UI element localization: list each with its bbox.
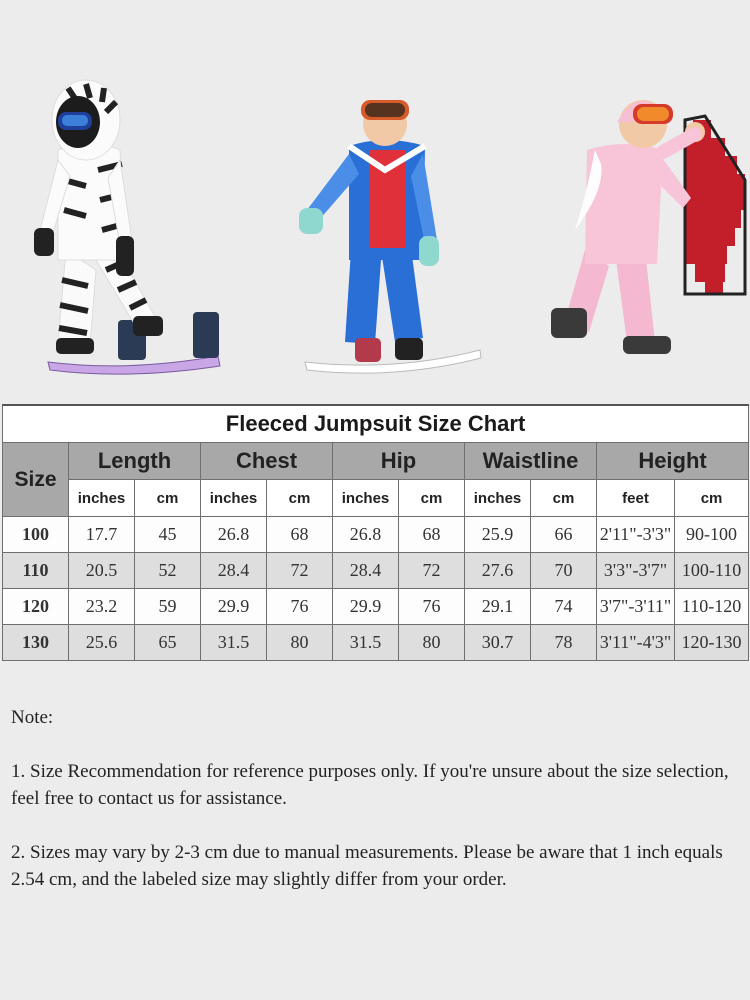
table-cell: 76 bbox=[267, 589, 333, 625]
unit-header: feet bbox=[597, 480, 675, 517]
product-photo-strip bbox=[0, 0, 750, 390]
table-cell: 3'3"-3'7" bbox=[597, 553, 675, 589]
table-cell: 28.4 bbox=[333, 553, 399, 589]
table-cell: 28.4 bbox=[201, 553, 267, 589]
note-item: 1. Size Recommendation for reference purposes only. If you're unsure about the size selection, feel free to contact us for assistance. bbox=[11, 761, 729, 809]
table-cell: 66 bbox=[531, 517, 597, 553]
table-cell: 26.8 bbox=[333, 517, 399, 553]
note-item: 2. Sizes may vary by 2-3 cm due to manual measurements. Please be aware that 1 inch equals 2.54 cm, and the labeled size may slightly differ from your order. bbox=[11, 842, 723, 890]
table-cell: 20.5 bbox=[69, 553, 135, 589]
table-cell: 80 bbox=[399, 625, 465, 661]
table-cell: 17.7 bbox=[69, 517, 135, 553]
zebra-jumpsuit-photo bbox=[28, 80, 228, 380]
table-cell: 45 bbox=[135, 517, 201, 553]
notes-heading: Note: bbox=[11, 707, 54, 728]
table-cell: 29.9 bbox=[333, 589, 399, 625]
table-cell: 70 bbox=[531, 553, 597, 589]
table-cell: 100-110 bbox=[675, 553, 749, 589]
table-cell: 65 bbox=[135, 625, 201, 661]
table-cell: 120-130 bbox=[675, 625, 749, 661]
table-cell: 72 bbox=[267, 553, 333, 589]
size-cell: 110 bbox=[3, 553, 69, 589]
table-row bbox=[3, 553, 749, 589]
table-cell: 25.6 bbox=[69, 625, 135, 661]
size-cell: 120 bbox=[3, 589, 69, 625]
unit-header: cm bbox=[267, 480, 333, 517]
pink-jumpsuit-photo bbox=[545, 80, 750, 380]
table-cell: 68 bbox=[399, 517, 465, 553]
table-cell: 74 bbox=[531, 589, 597, 625]
table-cell: 31.5 bbox=[333, 625, 399, 661]
unit-header: cm bbox=[675, 480, 749, 517]
group-header-height: Height bbox=[597, 443, 749, 480]
table-cell: 80 bbox=[267, 625, 333, 661]
table-cell: 31.5 bbox=[201, 625, 267, 661]
table-row bbox=[3, 589, 749, 625]
group-header-chest: Chest bbox=[201, 443, 333, 480]
size-cell: 130 bbox=[3, 625, 69, 661]
table-cell: 29.9 bbox=[201, 589, 267, 625]
unit-header: inches bbox=[465, 480, 531, 517]
table-cell: 3'7"-3'11" bbox=[597, 589, 675, 625]
chart-title: Fleeced Jumpsuit Size Chart bbox=[3, 405, 749, 443]
table-cell: 2'11"-3'3" bbox=[597, 517, 675, 553]
table-cell: 76 bbox=[399, 589, 465, 625]
table-cell: 27.6 bbox=[465, 553, 531, 589]
table-cell: 52 bbox=[135, 553, 201, 589]
size-chart-table bbox=[2, 404, 749, 661]
table-cell: 110-120 bbox=[675, 589, 749, 625]
table-row bbox=[3, 517, 749, 553]
table-cell: 78 bbox=[531, 625, 597, 661]
unit-header: cm bbox=[399, 480, 465, 517]
shark-jumpsuit-photo bbox=[285, 80, 485, 380]
unit-header: inches bbox=[69, 480, 135, 517]
table-cell: 29.1 bbox=[465, 589, 531, 625]
table-cell: 30.7 bbox=[465, 625, 531, 661]
unit-header: inches bbox=[201, 480, 267, 517]
table-cell: 68 bbox=[267, 517, 333, 553]
table-cell: 90-100 bbox=[675, 517, 749, 553]
table-cell: 72 bbox=[399, 553, 465, 589]
size-notes bbox=[11, 704, 741, 920]
table-cell: 23.2 bbox=[69, 589, 135, 625]
unit-header: cm bbox=[531, 480, 597, 517]
unit-header: cm bbox=[135, 480, 201, 517]
size-cell: 100 bbox=[3, 517, 69, 553]
table-cell: 25.9 bbox=[465, 517, 531, 553]
table-cell: 59 bbox=[135, 589, 201, 625]
group-header-waistline: Waistline bbox=[465, 443, 597, 480]
table-cell: 26.8 bbox=[201, 517, 267, 553]
size-column-header: Size bbox=[3, 443, 69, 517]
table-row bbox=[3, 625, 749, 661]
unit-header: inches bbox=[333, 480, 399, 517]
group-header-hip: Hip bbox=[333, 443, 465, 480]
group-header-length: Length bbox=[69, 443, 201, 480]
table-cell: 3'11"-4'3" bbox=[597, 625, 675, 661]
